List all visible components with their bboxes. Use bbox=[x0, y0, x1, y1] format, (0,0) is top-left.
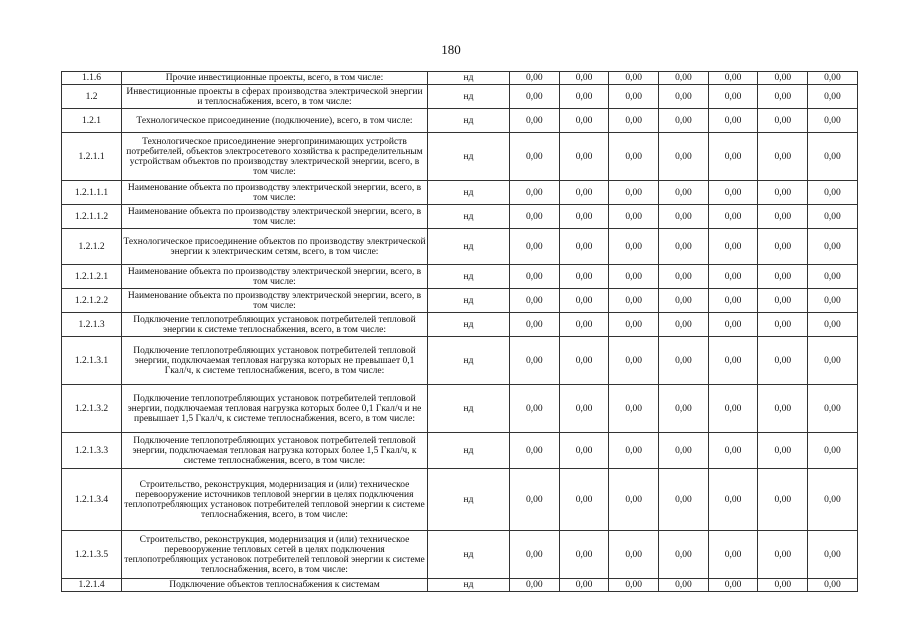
row-code: 1.1.6 bbox=[62, 72, 122, 85]
value-cell: 0,00 bbox=[708, 205, 758, 229]
value-cell: 0,00 bbox=[609, 229, 659, 265]
value-cell: 0,00 bbox=[559, 72, 609, 85]
value-cell: 0,00 bbox=[808, 289, 858, 313]
value-cell: 0,00 bbox=[758, 289, 808, 313]
value-cell: 0,00 bbox=[510, 109, 560, 133]
value-cell: 0,00 bbox=[559, 85, 609, 109]
value-cell: 0,00 bbox=[659, 531, 709, 579]
row-unit: нд bbox=[428, 337, 510, 385]
value-cell: 0,00 bbox=[808, 313, 858, 337]
page-number: 180 bbox=[441, 42, 461, 57]
value-cell: 0,00 bbox=[609, 265, 659, 289]
value-cell: 0,00 bbox=[609, 72, 659, 85]
investment-table bbox=[61, 71, 858, 592]
value-cell: 0,00 bbox=[808, 433, 858, 469]
value-cell: 0,00 bbox=[659, 313, 709, 337]
value-cell: 0,00 bbox=[659, 229, 709, 265]
value-cell: 0,00 bbox=[510, 313, 560, 337]
value-cell: 0,00 bbox=[510, 385, 560, 433]
value-cell: 0,00 bbox=[559, 337, 609, 385]
table-body bbox=[62, 72, 858, 592]
table-row bbox=[62, 72, 858, 85]
value-cell: 0,00 bbox=[758, 85, 808, 109]
value-cell: 0,00 bbox=[559, 385, 609, 433]
value-cell: 0,00 bbox=[758, 579, 808, 592]
row-name: Технологическое присоединение энергопринимающих устройств потребителей, объектов электросетевого хозяйства к распределительным устройствам объектов по производству электрической энергии, всего, в том числе: bbox=[122, 133, 428, 181]
table-row bbox=[62, 579, 858, 592]
value-cell: 0,00 bbox=[758, 72, 808, 85]
value-cell: 0,00 bbox=[659, 109, 709, 133]
value-cell: 0,00 bbox=[609, 531, 659, 579]
value-cell: 0,00 bbox=[609, 205, 659, 229]
value-cell: 0,00 bbox=[758, 133, 808, 181]
value-cell: 0,00 bbox=[609, 289, 659, 313]
row-name: Наименование объекта по производству электрической энергии, всего, в том числе: bbox=[122, 181, 428, 205]
row-code: 1.2.1.1 bbox=[62, 133, 122, 181]
value-cell: 0,00 bbox=[559, 265, 609, 289]
value-cell: 0,00 bbox=[659, 385, 709, 433]
row-unit: нд bbox=[428, 205, 510, 229]
value-cell: 0,00 bbox=[758, 531, 808, 579]
value-cell: 0,00 bbox=[708, 85, 758, 109]
row-unit: нд bbox=[428, 579, 510, 592]
value-cell: 0,00 bbox=[559, 109, 609, 133]
value-cell: 0,00 bbox=[708, 433, 758, 469]
value-cell: 0,00 bbox=[659, 72, 709, 85]
row-unit: нд bbox=[428, 531, 510, 579]
value-cell: 0,00 bbox=[609, 469, 659, 531]
table-row bbox=[62, 85, 858, 109]
row-unit: нд bbox=[428, 433, 510, 469]
value-cell: 0,00 bbox=[659, 265, 709, 289]
value-cell: 0,00 bbox=[708, 337, 758, 385]
value-cell: 0,00 bbox=[559, 229, 609, 265]
value-cell: 0,00 bbox=[758, 337, 808, 385]
table-row bbox=[62, 265, 858, 289]
value-cell: 0,00 bbox=[510, 289, 560, 313]
row-code: 1.2.1 bbox=[62, 109, 122, 133]
value-cell: 0,00 bbox=[758, 181, 808, 205]
value-cell: 0,00 bbox=[708, 579, 758, 592]
row-unit: нд bbox=[428, 109, 510, 133]
row-unit: нд bbox=[428, 229, 510, 265]
value-cell: 0,00 bbox=[808, 337, 858, 385]
row-unit: нд bbox=[428, 133, 510, 181]
value-cell: 0,00 bbox=[708, 109, 758, 133]
table-row bbox=[62, 433, 858, 469]
value-cell: 0,00 bbox=[609, 313, 659, 337]
value-cell: 0,00 bbox=[609, 433, 659, 469]
value-cell: 0,00 bbox=[510, 337, 560, 385]
value-cell: 0,00 bbox=[659, 289, 709, 313]
value-cell: 0,00 bbox=[559, 579, 609, 592]
value-cell: 0,00 bbox=[758, 205, 808, 229]
value-cell: 0,00 bbox=[659, 337, 709, 385]
table-row bbox=[62, 385, 858, 433]
value-cell: 0,00 bbox=[758, 313, 808, 337]
value-cell: 0,00 bbox=[659, 85, 709, 109]
value-cell: 0,00 bbox=[510, 181, 560, 205]
value-cell: 0,00 bbox=[559, 433, 609, 469]
row-unit: нд bbox=[428, 289, 510, 313]
value-cell: 0,00 bbox=[559, 531, 609, 579]
value-cell: 0,00 bbox=[758, 385, 808, 433]
table-row bbox=[62, 337, 858, 385]
value-cell: 0,00 bbox=[559, 133, 609, 181]
value-cell: 0,00 bbox=[510, 133, 560, 181]
value-cell: 0,00 bbox=[609, 579, 659, 592]
row-code: 1.2.1.1.2 bbox=[62, 205, 122, 229]
row-code: 1.2.1.3.2 bbox=[62, 385, 122, 433]
row-unit: нд bbox=[428, 181, 510, 205]
row-name: Строительство, реконструкция, модернизация и (или) техническое перевооружение источников тепловой энергии в целях подключения теплопотребляющих установок потребителей тепловой энергии к системе теплоснабжения, всего, в том числе: bbox=[122, 469, 428, 531]
row-name: Инвестиционные проекты в сферах производства электрической энергии и теплоснабжения, всего, в том числе: bbox=[122, 85, 428, 109]
row-name: Наименование объекта по производству электрической энергии, всего, в том числе: bbox=[122, 265, 428, 289]
row-name: Подключение объектов теплоснабжения к системам bbox=[122, 579, 428, 592]
value-cell: 0,00 bbox=[510, 205, 560, 229]
value-cell: 0,00 bbox=[510, 85, 560, 109]
value-cell: 0,00 bbox=[808, 469, 858, 531]
row-code: 1.2.1.3.4 bbox=[62, 469, 122, 531]
value-cell: 0,00 bbox=[559, 313, 609, 337]
value-cell: 0,00 bbox=[609, 109, 659, 133]
value-cell: 0,00 bbox=[708, 385, 758, 433]
value-cell: 0,00 bbox=[708, 469, 758, 531]
row-name: Технологическое присоединение (подключение), всего, в том числе: bbox=[122, 109, 428, 133]
value-cell: 0,00 bbox=[510, 469, 560, 531]
row-code: 1.2.1.2.2 bbox=[62, 289, 122, 313]
value-cell: 0,00 bbox=[609, 337, 659, 385]
value-cell: 0,00 bbox=[708, 313, 758, 337]
row-name: Строительство, реконструкция, модернизация и (или) техническое перевооружение тепловых сетей в целях подключения теплопотребляющих установок потребителей тепловой энергии к системе теплоснабжения, всего, в том числе: bbox=[122, 531, 428, 579]
value-cell: 0,00 bbox=[758, 229, 808, 265]
table-row bbox=[62, 205, 858, 229]
value-cell: 0,00 bbox=[708, 72, 758, 85]
value-cell: 0,00 bbox=[758, 265, 808, 289]
value-cell: 0,00 bbox=[609, 385, 659, 433]
row-name: Технологическое присоединение объектов по производству электрической энергии к электрическим сетям, всего, в том числе: bbox=[122, 229, 428, 265]
row-unit: нд bbox=[428, 265, 510, 289]
value-cell: 0,00 bbox=[708, 181, 758, 205]
value-cell: 0,00 bbox=[510, 433, 560, 469]
row-unit: нд bbox=[428, 385, 510, 433]
row-unit: нд bbox=[428, 313, 510, 337]
value-cell: 0,00 bbox=[808, 265, 858, 289]
value-cell: 0,00 bbox=[708, 531, 758, 579]
value-cell: 0,00 bbox=[659, 205, 709, 229]
table-row bbox=[62, 109, 858, 133]
table-row bbox=[62, 469, 858, 531]
value-cell: 0,00 bbox=[659, 181, 709, 205]
value-cell: 0,00 bbox=[659, 579, 709, 592]
value-cell: 0,00 bbox=[808, 85, 858, 109]
row-unit: нд bbox=[428, 469, 510, 531]
value-cell: 0,00 bbox=[510, 229, 560, 265]
value-cell: 0,00 bbox=[808, 531, 858, 579]
row-code: 1.2.1.2 bbox=[62, 229, 122, 265]
table-row bbox=[62, 531, 858, 579]
value-cell: 0,00 bbox=[659, 133, 709, 181]
row-code: 1.2.1.1.1 bbox=[62, 181, 122, 205]
row-unit: нд bbox=[428, 85, 510, 109]
row-unit: нд bbox=[428, 72, 510, 85]
value-cell: 0,00 bbox=[510, 72, 560, 85]
value-cell: 0,00 bbox=[659, 469, 709, 531]
value-cell: 0,00 bbox=[808, 385, 858, 433]
value-cell: 0,00 bbox=[708, 289, 758, 313]
value-cell: 0,00 bbox=[559, 469, 609, 531]
value-cell: 0,00 bbox=[609, 181, 659, 205]
value-cell: 0,00 bbox=[758, 109, 808, 133]
value-cell: 0,00 bbox=[808, 109, 858, 133]
value-cell: 0,00 bbox=[808, 579, 858, 592]
row-name: Подключение теплопотребляющих установок потребителей тепловой энергии, подключаемая тепловая нагрузка которых не превышает 0,1 Гкал/ч, к системе теплоснабжения, всего, в том числе: bbox=[122, 337, 428, 385]
row-code: 1.2.1.3.1 bbox=[62, 337, 122, 385]
row-name: Подключение теплопотребляющих установок потребителей тепловой энергии, подключаемая тепловая нагрузка которых более 1,5 Гкал/ч, к системе теплоснабжения, всего, в том числе: bbox=[122, 433, 428, 469]
table-row bbox=[62, 133, 858, 181]
table-row bbox=[62, 229, 858, 265]
value-cell: 0,00 bbox=[559, 181, 609, 205]
row-name: Подключение теплопотребляющих установок потребителей тепловой энергии к системе теплоснабжения, всего, в том числе: bbox=[122, 313, 428, 337]
row-code: 1.2.1.3 bbox=[62, 313, 122, 337]
value-cell: 0,00 bbox=[808, 205, 858, 229]
table-row bbox=[62, 313, 858, 337]
row-code: 1.2.1.3.3 bbox=[62, 433, 122, 469]
table-row bbox=[62, 289, 858, 313]
value-cell: 0,00 bbox=[808, 181, 858, 205]
value-cell: 0,00 bbox=[808, 229, 858, 265]
row-name: Наименование объекта по производству электрической энергии, всего, в том числе: bbox=[122, 289, 428, 313]
row-name: Подключение теплопотребляющих установок потребителей тепловой энергии, подключаемая тепловая нагрузка которых более 0,1 Гкал/ч и не превышает 1,5 Гкал/ч, к системе теплоснабжения, всего, в том числе: bbox=[122, 385, 428, 433]
value-cell: 0,00 bbox=[708, 133, 758, 181]
row-code: 1.2 bbox=[62, 85, 122, 109]
value-cell: 0,00 bbox=[808, 72, 858, 85]
value-cell: 0,00 bbox=[559, 289, 609, 313]
row-name: Наименование объекта по производству электрической энергии, всего, в том числе: bbox=[122, 205, 428, 229]
row-code: 1.2.1.3.5 bbox=[62, 531, 122, 579]
value-cell: 0,00 bbox=[808, 133, 858, 181]
value-cell: 0,00 bbox=[708, 229, 758, 265]
row-code: 1.2.1.2.1 bbox=[62, 265, 122, 289]
value-cell: 0,00 bbox=[609, 133, 659, 181]
value-cell: 0,00 bbox=[609, 85, 659, 109]
value-cell: 0,00 bbox=[510, 531, 560, 579]
value-cell: 0,00 bbox=[510, 265, 560, 289]
value-cell: 0,00 bbox=[758, 433, 808, 469]
value-cell: 0,00 bbox=[559, 205, 609, 229]
row-name: Прочие инвестиционные проекты, всего, в том числе: bbox=[122, 72, 428, 85]
value-cell: 0,00 bbox=[510, 579, 560, 592]
table-row bbox=[62, 181, 858, 205]
row-code: 1.2.1.4 bbox=[62, 579, 122, 592]
value-cell: 0,00 bbox=[659, 433, 709, 469]
value-cell: 0,00 bbox=[758, 469, 808, 531]
value-cell: 0,00 bbox=[708, 265, 758, 289]
